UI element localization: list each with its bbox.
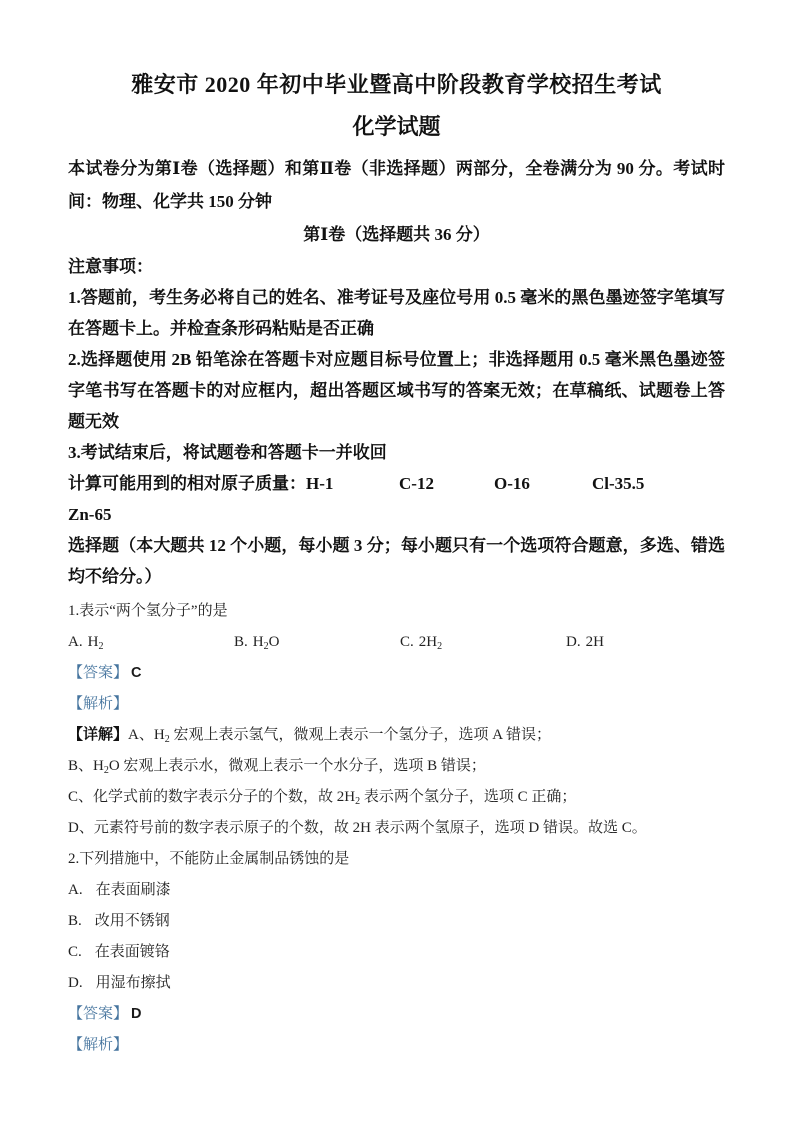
question-1-detail-d — [68, 813, 725, 844]
note-item-2: 2.选择题使用 2B 铅笔涂在答题卡对应题目标号位置上；非选择题用 0.5 毫米黑色墨迹签字笔书写在答题卡的对应框内，超出答题区域书写的答案无效；在草稿纸、试题卷上答题无效 — [68, 350, 725, 431]
question-2-option-a — [68, 875, 725, 906]
page-subtitle: 化学试题 — [352, 114, 441, 139]
exam-intro-paragraph: 本试卷分为第Ⅰ卷（选择题）和第Ⅱ卷（非选择题）两部分，全卷满分为 90 分。考试时间：物理、化学共 150 分钟 — [68, 159, 725, 211]
question-2-number: 2. — [68, 851, 80, 867]
answer-label: 【答案】 — [68, 1006, 129, 1022]
analysis-label: 【解析】 — [68, 1037, 129, 1053]
option-d-label: D. — [566, 634, 581, 650]
atomic-mass-label: 计算可能用到的相对原子质量： — [68, 474, 306, 493]
detail-label: 【详解】 — [68, 727, 129, 743]
question-1 — [68, 596, 725, 844]
question-1-option-c — [400, 627, 566, 658]
question-1-analysis-line — [68, 689, 725, 720]
answer-label: 【答案】 — [68, 665, 129, 681]
question-2-stem-text: 下列措施中，不能防止金属制品锈蚀的是 — [79, 851, 350, 867]
question-2-option-b — [68, 906, 725, 937]
page-title: 雅安市 2020 年初中毕业暨高中阶段教育学校招生考试 — [131, 72, 662, 97]
atomic-mass-zn: Zn-65 — [68, 505, 112, 524]
option-b-formula: $H_2O$ — [252, 634, 280, 652]
option-d-text: 用湿布擦拭 — [95, 975, 171, 991]
choice-section-instruction: 选择题（本大题共 12 个小题，每小题 3 分；每小题只有一个选项符合题意，多选、错选均不给分。） — [68, 536, 725, 586]
detail-text-d: D、元素符号前的数字表示原子的个数，故 2H 表示两个氢原子，选项 D 错误。故选 C。 — [68, 820, 647, 836]
question-1-answer-line — [68, 658, 725, 689]
questions-area — [68, 596, 725, 1061]
option-c-formula: $2H_2$ — [418, 634, 443, 652]
detail-text-b: B、$H_2O$ 宏观上表示水，微观上表示一个水分子，选项 B 错误； — [68, 758, 486, 776]
atomic-mass-c: C-12 — [399, 474, 434, 493]
option-a-text: 在表面刷漆 — [95, 882, 171, 898]
option-b-label: B. — [234, 634, 248, 650]
atomic-mass-h: H-1 — [306, 474, 334, 493]
atomic-mass-o: O-16 — [494, 474, 530, 493]
note-item-3: 3.考试结束后，将试题卷和答题卡一并收回 — [68, 443, 387, 462]
option-c-text: 在表面镀铬 — [94, 944, 170, 960]
option-d-label: D. — [68, 975, 83, 991]
option-c-label: C. — [400, 634, 414, 650]
detail-text-a: A、$H_2$ 宏观上表示氢气，微观上表示一个氢分子，选项 A 错误； — [128, 727, 551, 745]
question-1-option-d — [566, 627, 725, 658]
analysis-label: 【解析】 — [68, 696, 129, 712]
question-2 — [68, 844, 725, 1061]
question-1-detail-a — [68, 720, 725, 751]
question-2-option-d — [68, 968, 725, 999]
question-1-detail-b — [68, 751, 725, 782]
question-1-stem-text: 表示“两个氢分子”的是 — [79, 603, 228, 619]
notes-title: 注意事项： — [68, 257, 153, 276]
atomic-mass-cl: Cl-35.5 — [592, 474, 645, 493]
option-b-label: B. — [68, 913, 82, 929]
question-2-analysis-line — [68, 1030, 725, 1061]
question-1-option-b — [234, 627, 400, 658]
atomic-mass-line — [68, 468, 725, 499]
option-d-formula: 2H — [585, 634, 604, 650]
section-1-heading: 第Ⅰ卷（选择题共 36 分） — [303, 225, 490, 244]
question-2-answer-line — [68, 999, 725, 1030]
question-1-number: 1. — [68, 603, 80, 619]
question-1-option-a — [68, 627, 234, 658]
answer-value: D — [131, 1006, 142, 1022]
option-b-text: 改用不锈钢 — [94, 913, 170, 929]
question-2-stem — [68, 844, 725, 875]
answer-value: C — [131, 665, 142, 681]
note-item-1: 1.答题前，考生务必将自己的姓名、准考证号及座位号用 0.5 毫米的黑色墨迹签字笔填写在答题卡上。并检查条形码粘贴是否正确 — [68, 288, 725, 338]
detail-text-c: C、化学式前的数字表示分子的个数，故 $2H_2$ 表示两个氢分子，选项 C 正确； — [68, 789, 577, 807]
question-1-options — [68, 627, 725, 658]
question-1-stem — [68, 596, 725, 627]
option-a-label: A. — [68, 634, 83, 650]
option-c-label: C. — [68, 944, 82, 960]
question-1-detail-c — [68, 782, 725, 813]
option-a-label: A. — [68, 882, 83, 898]
question-2-option-c — [68, 937, 725, 968]
option-a-formula: $H_2$ — [87, 634, 104, 652]
